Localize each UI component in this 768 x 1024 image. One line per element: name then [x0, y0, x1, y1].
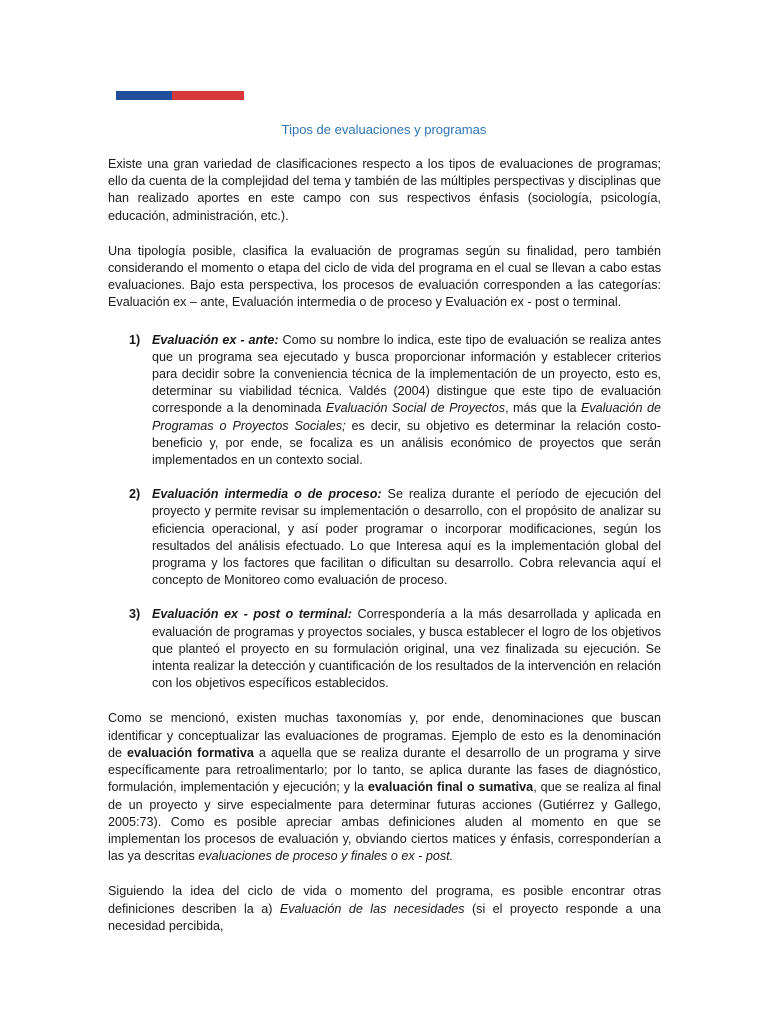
term-ex-post: Evaluación ex - post o terminal: — [152, 607, 352, 622]
term-ex-ante: Evaluación ex - ante: — [152, 332, 279, 347]
list-number: 3) — [129, 607, 141, 622]
evaluation-types-list — [108, 332, 661, 693]
list-number: 2) — [129, 487, 141, 502]
term-intermedia: Evaluación intermedia o de proceso: — [152, 487, 382, 502]
list-number: 1) — [129, 332, 141, 347]
paragraph-life-cycle: Siguiendo la idea del ciclo de vida o momento del programa, es posible encontrar otras definiciones describen la a) Evaluación de las necesidades (si el proyecto responde a una necesidad percibida, — [108, 884, 661, 933]
paragraph-intro: Existe una gran variedad de clasificaciones respecto a los tipos de evaluaciones de programas; ello da cuenta de la complejidad del tema y también de las múltiples perspectivas y disciplinas que han realizado aportes en este campo con sus respectivos énfasis (sociología, psicología, educación, administración, etc.). — [108, 157, 661, 223]
list-item: 2) Evaluación intermedia o de proceso: Se realiza durante el período de ejecución del proyecto y permite revisar su implementación o desarrollo, con el propósito de analizar su eficiencia operacional, y así poder programar o incorporar modificaciones, según los resultados del análisis efectuado. Lo que Interesa aquí es la implementación global del programa y los factores que facilitan o dificultan su desarrollo. Cobra relevancia aquí el concepto de Monitoreo como evaluación de proceso. — [129, 487, 661, 588]
document-body — [108, 156, 661, 935]
paragraph-taxonomies: Como se mencionó, existen muchas taxonomías y, por ende, denominaciones que buscan identificar y conceptualizar las evaluaciones de programas. Ejemplo de esto es la denominación de evaluación formativa a aquella que se realiza durante el desarrollo de un programa y sirve específicamente para retroalimentarlo; por lo tanto, se aplica durante las fases de diagnóstico, formulación, implementación y ejecución; y la evaluación final o sumativa, que se realiza al final de un proyecto y sirve especialmente para determinar futuras acciones (Gutiérrez y Gallego, 2005:73). Como es posible apreciar ambas definiciones aluden al momento en que se implementan los procesos de evaluación y, obviando ciertos matices y énfasis, corresponderían a las ya descritas evaluaciones de proceso y finales o ex - post. — [108, 711, 661, 864]
flag-blue-segment — [116, 91, 172, 100]
flag-stripe — [116, 91, 244, 100]
page-title: Tipos de evaluaciones y programas — [281, 122, 487, 137]
paragraph-typology: Una tipología posible, clasifica la evaluación de programas según su finalidad, pero también considerando el momento o etapa del ciclo de vida del programa en el cual se llevan a cabo estas evaluaciones. Bajo esta perspectiva, los procesos de evaluación corresponden a las categorías: Evaluación ex – ante, Evaluación intermedia o de proceso y Evaluación ex - post o terminal. — [108, 243, 661, 310]
list-item: 1) Evaluación ex - ante: Como su nombre lo indica, este tipo de evaluación se realiza antes que un programa sea ejecutado y busca proporcionar información y establecer criterios para decidir sobre la conveniencia técnica de la implementación de un proyecto, esto es, determinar su viabilidad técnica. Valdés (2004) distingue que este tipo de evaluación corresponde a la denominada Evaluación Social de Proyectos, más que la Evaluación de Programas o Proyectos Sociales; es decir, su objetivo es determinar la relación costo-beneficio y, por ende, se focaliza es un análisis económico de proyectos que serán implementados en un contexto social. — [129, 332, 662, 468]
flag-red-segment — [172, 91, 244, 100]
list-item: 3) Evaluación ex - post o terminal: Correspondería a la más desarrollada y aplicada en evaluación de programas y proyectos sociales, y busca establecer el logro de los objetivos que planteó el proyecto en su formulación original, una vez finalizada su ejecución. Se intenta realizar la detección y cuantificación de los resultados de la intervención en relación con los objetivos específicos establecidos. — [129, 607, 662, 691]
